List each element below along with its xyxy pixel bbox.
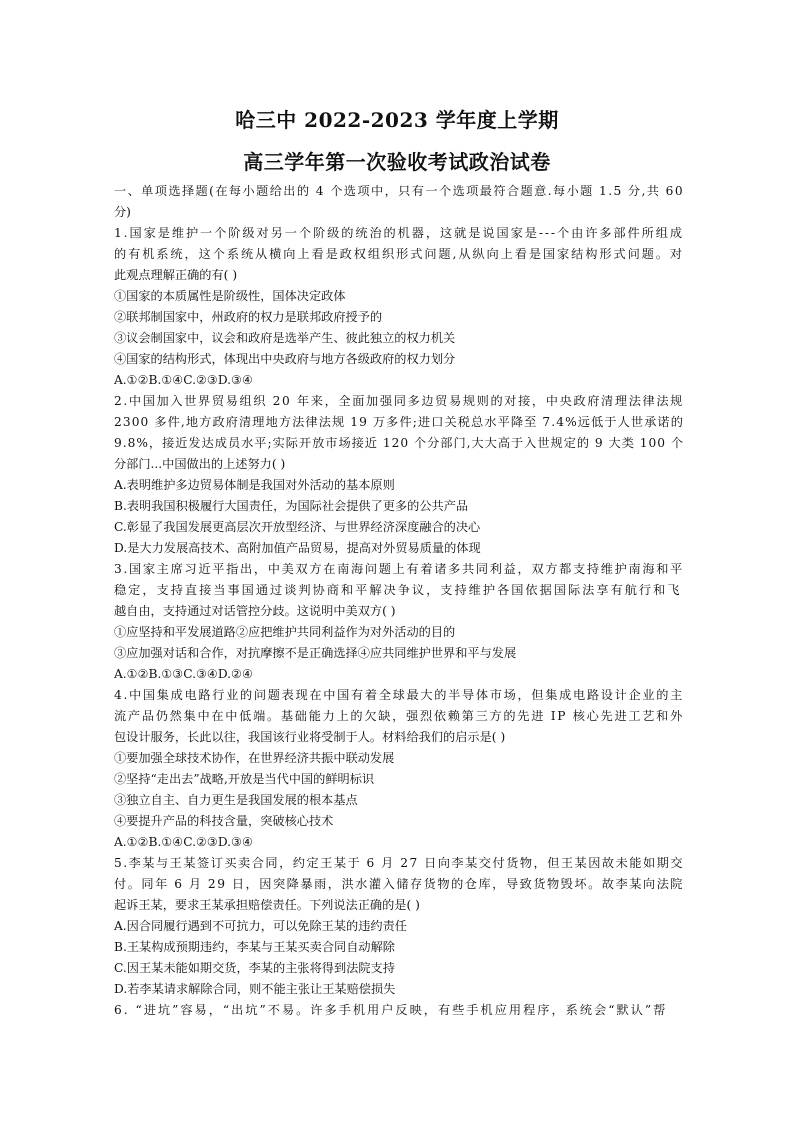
text-line: 9.8%，接近发达成员水平;实际开放市场接近 120 个分部门,大大高于入世规定的 9 大类 100 个: [114, 436, 684, 450]
text-line: 1.国家是维护一个阶级对另一个阶级的统治的机器，这就是说国家是---个由许多部件所组成: [114, 226, 684, 240]
text-line: A.①②B.①④C.②③D.③④: [114, 835, 253, 849]
text-line: ③议会制国家中，议会和政府是选举产生、彼此独立的权力机关: [114, 331, 456, 345]
text-line: A.因合同履行遇到不可抗力，可以免除王某的违约责任: [114, 919, 407, 933]
text-line: 4.中国集成电路行业的问题表现在中国有着全球最大的半导体市场，但集成电路设计企业的主: [114, 688, 684, 702]
text-line: 的有机系统，这个系统从横向上看是政权组织形式问题,从纵向上看是国家结构形式问题。对: [114, 247, 684, 261]
text-line: 6. “进坑”容易，“出坑”不易。许多手机用户反映，有些手机应用程序，系统会“默认”帮: [114, 1003, 668, 1017]
text-line: C.彰显了我国发展更高层次开放型经济、与世界经济深度融合的决心: [114, 520, 481, 534]
text-line: 2300 多件,地方政府清理地方法律法规 19 万多件;进口关税总水平降至 7.4%远低于人世承诺的: [114, 415, 684, 429]
text-line: ①应坚持和平发展道路②应把维护共同利益作为对外活动的目的: [114, 625, 456, 639]
text-line: ③独立自主、自力更生是我国发展的根本基点: [114, 793, 358, 807]
text-line: 3.国家主席习近平指出，中美双方在南海问题上有着诸多共同利益，双方都支持维护南海和平: [114, 562, 684, 576]
question-body: [114, 181, 684, 1021]
text-line: ③应加强对话和合作，对抗摩擦不是正确选择④应共同维护世界和平与发展: [114, 646, 517, 660]
text-line: 此观点理解正确的有( ): [114, 268, 238, 282]
text-line: ②联邦制国家中，州政府的权力是联邦政府授予的: [114, 310, 383, 324]
text-line: 一、单项选择题(在每小题给出的 4 个选项中，只有一个选项最符合题意.每小题 1.5 分,共 60: [114, 184, 684, 198]
text-line: 分): [114, 205, 131, 219]
text-line: 付。同年 6 月 29 日，因突降暴雨，洪水灌入储存货物的仓库，导致货物毁坏。故李某向法院: [114, 877, 684, 891]
text-line: ①要加强全球技术协作，在世界经济共振中联动发展: [114, 751, 395, 765]
text-line: A.表明维护多边贸易体制是我国对外活动的基本原则: [114, 478, 395, 492]
text-line: D.若李某请求解除合同，则不能主张让王某赔偿损失: [114, 982, 396, 996]
text-line: A.①②B.①④C.②③D.③④: [114, 373, 253, 387]
text-line: ②坚持“走出去”战略,开放是当代中国的鲜明标识: [114, 772, 375, 786]
text-line: 包设计服务，长此以往，我国该行业将受制于人。材料给我们的启示是( ): [114, 730, 506, 744]
text-line: 流产品仍然集中在中低端。基础能力上的欠缺，强烈依赖第三方的先进 IP 核心先进工艺和外: [114, 709, 684, 723]
text-line: B.王某构成预期违约，李某与王某买卖合同自动解除: [114, 940, 395, 954]
text-line: ④国家的结构形式，体现出中央政府与地方各级政府的权力划分: [114, 352, 456, 366]
text-line: ④要提升产品的科技含量，突破核心技术: [114, 814, 334, 828]
exam-title-subject: 高三学年第一次验收考试政治试卷: [243, 150, 551, 174]
text-line: B.表明我国积极履行大国责任，为国际社会提供了更多的公共产品: [114, 499, 469, 513]
text-line: 稳定，支持直接当事国通过谈判协商和平解决争议，支持维护各国依据国际法享有航行和飞: [114, 583, 682, 597]
text-line: A.①②B.①③C.③④D.②④: [114, 667, 253, 681]
text-line: 越自由，支持通过对话管控分歧。这说明中美双方( ): [114, 604, 396, 618]
text-line: 分部门...中国做出的上述努力( ): [114, 457, 286, 471]
text-line: 起诉王某，要求王某承担赔偿责任。下列说法正确的是( ): [114, 898, 420, 912]
exam-title-school-term: 哈三中 2022-2023 学年度上学期: [235, 108, 559, 132]
text-line: C.因王某未能如期交货，李某的主张将得到法院支持: [114, 961, 395, 975]
text-line: D.是大力发展高技术、高附加值产品贸易，提高对外贸易质量的体现: [114, 541, 481, 555]
text-line: 2.中国加入世界贸易组织 20 年来，全面加强同多边贸易规则的对接，中央政府清理法律法规: [114, 394, 684, 408]
text-line: ①国家的本质属性是阶级性，国体决定政体: [114, 289, 346, 303]
text-line: 5.李某与王某签订买卖合同，约定王某于 6 月 27 日向李某交付货物，但王某因故未能如期交: [114, 856, 684, 870]
